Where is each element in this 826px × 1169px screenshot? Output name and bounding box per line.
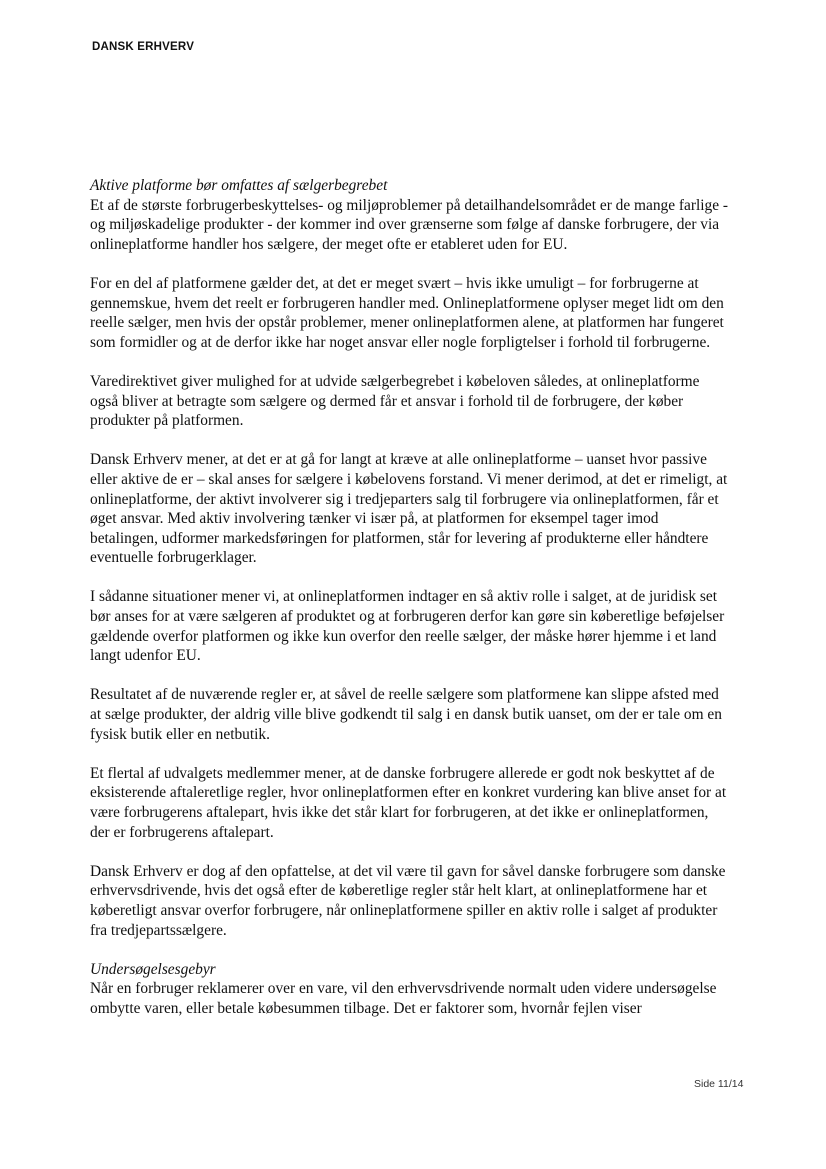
paragraph: Resultatet af de nuværende regler er, at såvel de reelle sælgere som platformene kan slippe afsted med at sælge produkter, der aldrig ville blive godkendt til salg i en dansk butik uanset, om der er tale om en fysisk butik eller en netbutik. — [90, 686, 722, 743]
paragraph: Dansk Erhverv er dog af den opfattelse, at det vil være til gavn for såvel danske forbrugere som danske erhvervsdrivende, hvis det også efter de køberetlige regler står helt klart, at onlineplatformene har et køberetligt ansvar overfor forbrugere, når onlineplatformene spiller en aktiv rolle i salget af produkter fra tredjepartssælgere. — [90, 862, 726, 939]
section-heading: Aktive platforme bør omfattes af sælgerbegrebet — [90, 177, 388, 194]
org-header: DANSK ERHVERV — [92, 41, 195, 53]
paragraph: I sådanne situationer mener vi, at onlineplatformen indtager en så aktiv rolle i salget, at de juridisk set bør anses for at være sælgeren af produktet og at forbrugeren derfor kan gøre sin køberetlige beføjelser gældende overfor platformen og ikke kun overfor den reelle sælger, der måske hører hjemme i et land langt udenfor EU. — [90, 588, 725, 665]
paragraph: Når en forbruger reklamerer over en vare, vil den erhvervsdrivende normalt uden videre undersøgelse ombytte varen, eller betale købesummen tilbage. Det er faktorer som, hvornår fejlen viser — [90, 980, 717, 1017]
paragraph: For en del af platformene gælder det, at det er meget svært – hvis ikke umuligt – for forbrugerne at gennemskue, hvem det reelt er forbrugeren handler med. Onlineplatformene oplyser meget lidt om den reelle sælger, men hvis der opstår problemer, mener onlineplatformen alene, at platformen har fungeret som formidler og at de derfor ikke har noget ansvar eller nogle forpligtelser i forhold til forbrugerne. — [90, 274, 724, 351]
paragraph: Dansk Erhverv mener, at det er at gå for langt at kræve at alle onlineplatforme – uanset hvor passive eller aktive de er – skal anses for sælgere i købelovens forstand. Vi mener derimod, at det er rimeligt, at onlineplatforme, der aktivt involverer sig i tredjeparters salg til forbrugere via onlineplatformen, får et øget ansvar. Med aktiv involvering tænker vi især på, at platformen for eksempel tager imod betalingen, udformer markedsføringen for platformen, står for levering af produkterne eller håndtere eventuelle forbrugerklager. — [90, 451, 728, 567]
paragraph: Varedirektivet giver mulighed for at udvide sælgerbegrebet i købeloven således, at onlineplatforme også bliver at betragte som sælgere og dermed får et ansvar i forhold til de forbrugere, der køber produkter på platformen. — [90, 372, 700, 430]
body-content — [90, 176, 730, 1038]
page-number: Side 11/14 — [694, 1078, 744, 1090]
paragraph: Et af de største forbrugerbeskyttelses- og miljøproblemer på detailhandelsområdet er de mange farlige - og miljøskadelige produkter - der kommer ind over grænserne som følge af danske forbrugere, der via onlineplatforme handler hos sælgere, der meget ofte er etableret uden for EU. — [90, 196, 729, 253]
paragraph: Et flertal af udvalgets medlemmer mener, at de danske forbrugere allerede er godt nok beskyttet af de eksisterende aftaleretlige regler, hvor onlineplatformen efter en konkret vurdering kan blive anset for at være forbrugerens aftalepart, hvis ikke det står klart for forbrugeren, at det ikke er onlineplatformen, der er forbrugerens aftalepart. — [90, 764, 727, 841]
section-heading: Undersøgelsesgebyr — [90, 960, 216, 978]
